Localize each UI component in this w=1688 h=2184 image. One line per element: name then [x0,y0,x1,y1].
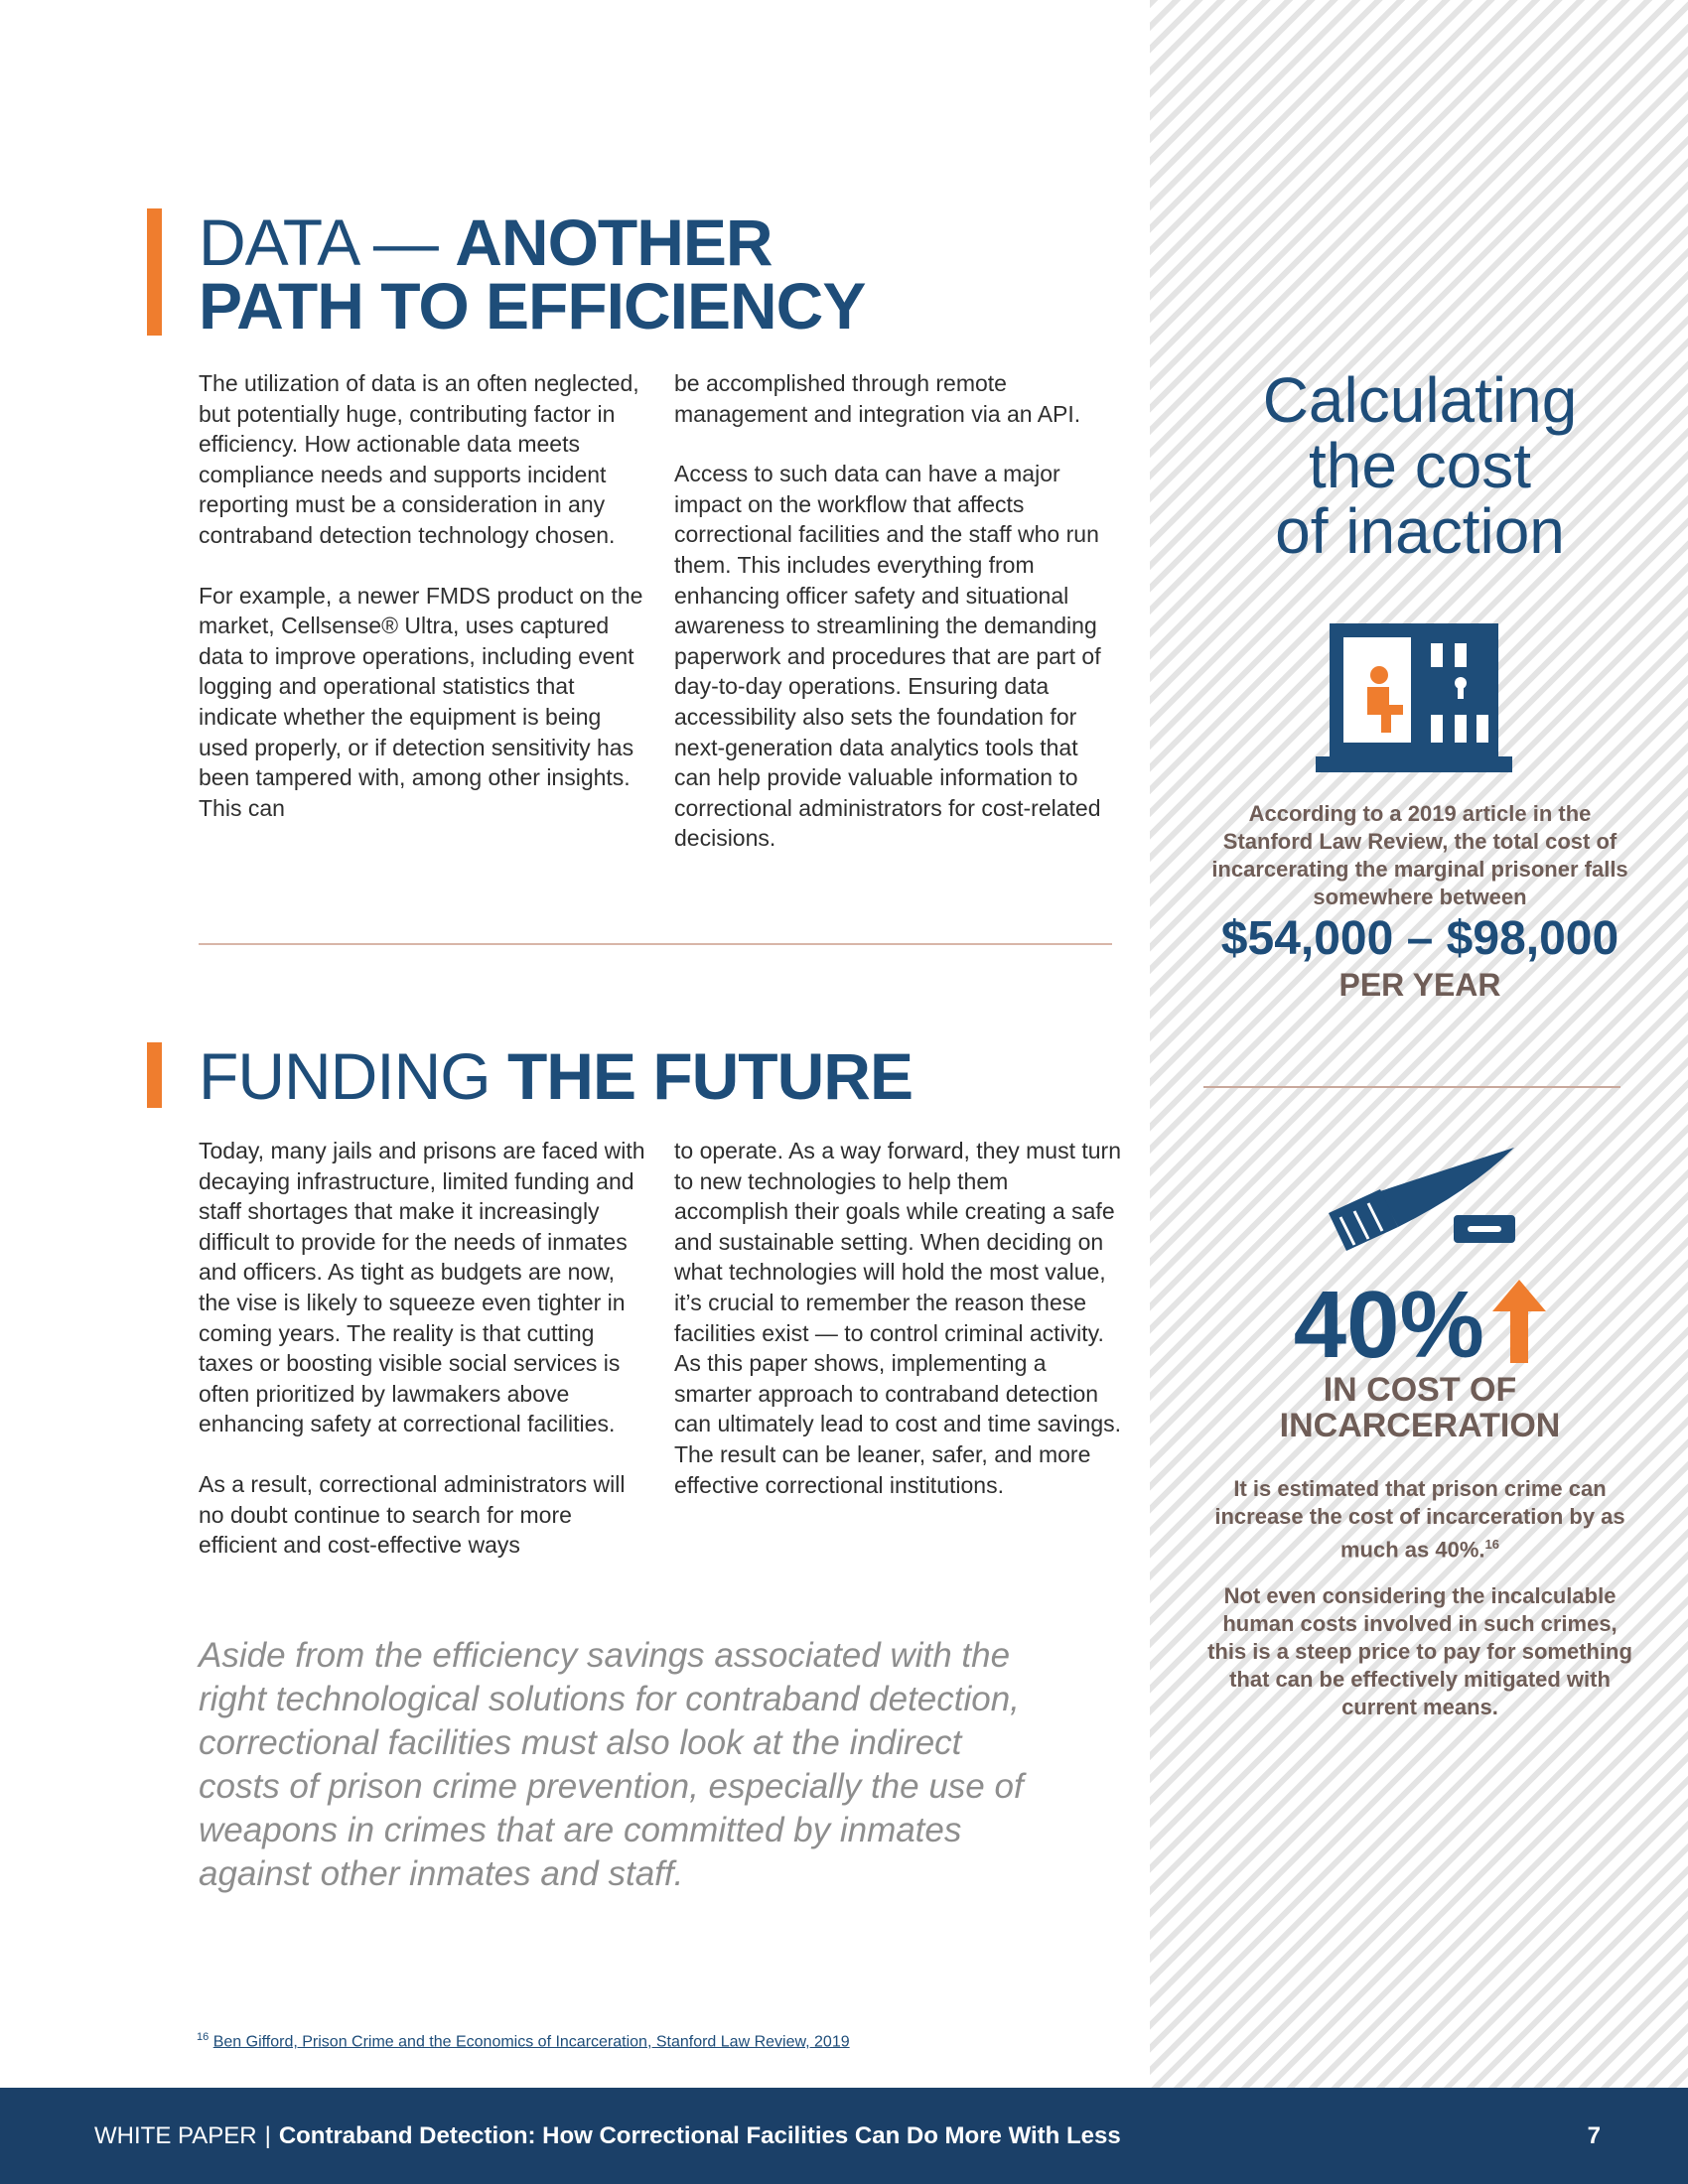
paragraph: The utilization of data is an often neglected, but potentially huge, contributing factor in efficiency. How actionable data meets compliance needs and supports incident reporting must be a consideration in any contraband detection technology chosen. [199,370,639,548]
paragraph: For example, a newer FMDS product on the market, Cellsense® Ultra, uses captured data to improve operations, including event logging and operational statistics that indicate whether the equipment is being used properly, or if detection sensitivity has been tampered with, among other insights. This can [199,582,643,821]
footer-label: WHITE PAPER [94,2122,257,2149]
paragraph: to operate. As a way forward, they must turn to new technologies to help them accomplish their goals while creating a safe and sustainable setting. When deciding on what technologies will hold the most value, it’s crucial to remember the reason these facilities exist — to control criminal activity. As this paper shows, implementing a smarter approach to contraband detection can ultimately lead to cost and time savings. The result can be leaner, safer, and more effective correctional institutions. [674,1138,1122,1498]
stat2-value: 40% [1293,1272,1484,1378]
section1-column-2 [674,368,1121,884]
razor-blade-icon [1454,1215,1515,1243]
section-heading-data: DATA — ANOTHER PATH TO EFFICIENCY [199,205,866,342]
stat1-intro: According to a 2019 article in the Stanford Law Review, the total cost of incarcerating the marginal prisoner falls somewhere between [1211,801,1628,909]
sidebar-title: Calculating the cost of inaction [1262,364,1578,567]
stat2-label: IN COST OF INCARCERATION [1279,1371,1561,1444]
paragraph: As a result, correctional administrators will no doubt continue to search for more efficient and cost-effective ways [199,1470,626,1559]
pull-quote: Aside from the efficiency savings associated with the right technological solutions for contraband detection, correctional facilities must also look at the indirect costs of prison crime prevention, especially the use of weapons in crimes that are committed by inmates against other inmates and staff. [199,1636,1024,1893]
stat2-text: It is estimated that prison crime can increase the cost of incarceration by as much as 40%.$^{16}$ [1214,1476,1625,1563]
stat1-unit: PER YEAR [1338,967,1501,1003]
page-footer [0,2088,1688,2184]
sidebar-striped-background [1150,0,1688,2088]
footnote-number: 16 [197,2031,210,2043]
paragraph: Today, many jails and prisons are faced with decaying infrastructure, limited funding and staff shortages that make it increasingly difficult to provide for the needs of inmates and officers. As tight as budgets are now, the vise is likely to squeeze even tighter in coming years. The reality is that cutting taxes or boosting visible social services is often prioritized by lawmakers above enhancing safety at correctional facilities. [199,1138,645,1437]
paragraph: Access to such data can have a major impact on the workflow that affects correctional facilities and the staff who run them. This includes everything from enhancing officer safety and situational awareness to streamlining the demanding paperwork and procedures that are part of day-to-day operations. Ensuring data accessibility also sets the foundation for next-generation data analytics tools that can help provide valuable information to correctional administrators for cost-related decisions. [674,461,1101,852]
stat2-value-row [1201,1271,1638,1380]
footer-left [94,2122,1121,2150]
section-accent-bar [147,208,162,336]
footnote-link[interactable]: Ben Gifford, Prison Crime and the Economics of Incarceration, Stanford Law Review, 2019 [212,2033,850,2051]
prison-cell-icon [1316,623,1512,780]
section-divider [199,943,1112,945]
footnote [197,2031,850,2051]
footer-separator: | [264,2122,271,2149]
page-number: 7 [1587,2122,1601,2149]
footer-title: Contraband Detection: How Correctional Facilities Can Do More With Less [278,2122,1121,2149]
stat2-text2: Not even considering the incalculable human costs involved in such crimes, this is a steep price to pay for something that can be effectively mitigated with current means. [1207,1583,1632,1719]
section-accent-bar [147,1042,162,1108]
section2-column-1 [199,1136,645,1590]
section-heading-funding: FUNDING THE FUTURE [199,1039,913,1113]
section2-column-2 [674,1136,1121,1530]
arrow-up-icon [1492,1280,1546,1363]
stat1-value: $54,000 – $98,000 [1220,912,1619,965]
paragraph: be accomplished through remote management and integration via an API. [674,370,1081,427]
section1-column-1 [199,368,645,853]
sidebar-divider [1203,1086,1620,1088]
